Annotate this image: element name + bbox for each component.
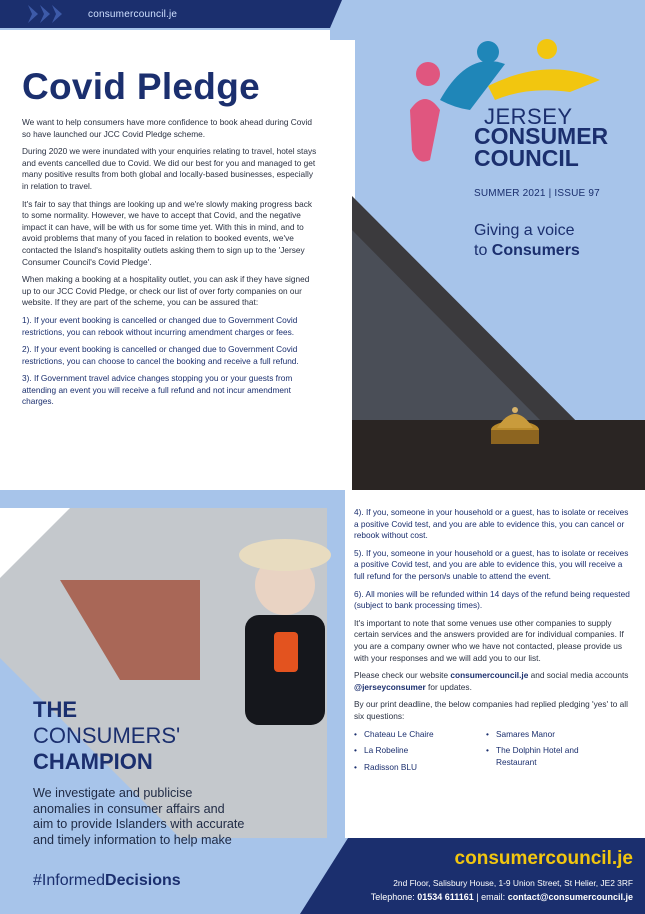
brand-jersey: JERSEY	[484, 104, 573, 129]
article-title: Covid Pledge	[22, 66, 260, 107]
website-pre: Please check our website	[354, 670, 451, 681]
hashtag-pre: #Informed	[33, 872, 106, 889]
hashtag-bold: Decisions	[105, 872, 181, 889]
website-mid: and social media accounts	[528, 670, 629, 681]
champion-line1: THE	[33, 697, 77, 722]
pledge-point: 6). All monies will be refunded within 14 days of the refund being requested (subject to bank processing times).	[354, 588, 630, 611]
footer-address: 2nd Floor, Salisbury House, 1-9 Union Street, St Helier, JE2 3RF	[393, 878, 633, 888]
paragraph: We want to help consumers have more confidence to book ahead during Covid so have launched our JCC Covid Pledge scheme.	[22, 117, 312, 139]
list-item: • Radisson BLU	[354, 762, 486, 774]
tagline-line1: Giving a voice	[474, 222, 575, 239]
pledge-point: 3). If Government travel advice changes stopping you or your guests from attending an event you will receive a full refund and not incur amendment charges.	[22, 373, 293, 407]
email-label: | email:	[473, 892, 508, 902]
deadline-paragraph: By our print deadline, the below companies had replied pledging 'yes' to all six questions:	[354, 699, 628, 721]
tagline-bold: Consumers	[491, 242, 580, 259]
list-item: • La Robeline	[354, 745, 486, 757]
tel-number[interactable]: 01534 611161	[417, 892, 474, 902]
champion-line3: CHAMPION	[33, 749, 153, 774]
paragraph: It's fair to say that things are looking up and we're slowly making progress back to some normality. However, we have to accept that Covid, and the negative impact it can have, will be with us for some time yet. With this in mind, and to avoid problems that many of you faced in relation to booked events, we've contacted the Island's hospitality outlets asking them to sign up to the 'Jersey Consumer Council's Covid Pledge'.	[22, 198, 313, 267]
social-handle[interactable]: @jerseyconsumer	[354, 681, 426, 692]
brand-consumer-council	[474, 125, 608, 169]
tagline	[474, 221, 580, 261]
email-link[interactable]: contact@consumercouncil.je	[507, 892, 633, 902]
header-site-link[interactable]: consumercouncil.je	[88, 9, 178, 20]
issue-info: SUMMER 2021 | ISSUE 97	[474, 188, 600, 199]
pledge-point: 1). If your event booking is cancelled or changed due to Government Covid restrictions, you can rebook without incurring amendment charges or fees.	[22, 314, 298, 337]
footer-contact	[250, 892, 633, 902]
hashtag	[33, 872, 181, 890]
list-item: • Samares Manor	[486, 729, 618, 741]
article-body	[22, 117, 317, 414]
list-item: • Chateau Le Chaire	[354, 729, 486, 741]
champion-heading	[33, 697, 180, 775]
footer-site-link[interactable]: consumercouncil.je	[454, 848, 633, 869]
note-paragraph: It's important to note that some venues use other companies to supply certain services and the answers provided are for individual companies. If you are a company owner who we have not contacted, please provide us with your responses and we will add you to our list.	[354, 617, 624, 663]
paragraph: During 2020 we were inundated with your enquiries relating to travel, hotel stays and events cancelled due to Covid. We did our best for you and managed to get many positive results from both global and locally-based businesses, especially in relation to travel.	[22, 146, 317, 191]
website-paragraph	[354, 670, 634, 693]
champion-description: We investigate and publicise anomalies in consumer affairs and aim to provide Islanders with accurate and timely information to help make	[33, 786, 245, 847]
website-link[interactable]: consumercouncil.je	[450, 670, 529, 681]
company-list	[354, 729, 634, 779]
paragraph: When making a booking at a hospitality outlet, you can ask if they have signed up to our JCC Covid Pledge, or check our list of over forty companies on our website. If they are part of the scheme, you can be assured that:	[22, 274, 310, 308]
tel-label: Telephone:	[370, 892, 418, 902]
company-list-right	[486, 729, 618, 779]
pledge-point: 4). If you, someone in your household or a guest, has to isolate or receives a positive Covid test, and you are able to evidence this, you can cancel or rebook without cost.	[354, 507, 629, 541]
pledge-point: 2). If your event booking is cancelled or changed due to Government Covid restrictions, you can choose to cancel the booking and receive a full refund.	[22, 344, 299, 366]
company-list-left	[354, 729, 486, 779]
pledge-point: 5). If you, someone in your household or a guest, has to isolate or receives a positive Covid test, and you are able to evidence this, you will receive a full refund for the person/s unable to attend the event.	[354, 547, 629, 581]
tagline-pre: to	[474, 242, 492, 259]
brand-consumer: CONSUMER	[474, 123, 609, 149]
tagline-line2	[474, 241, 580, 261]
champion-line2: CONSUMERS'	[33, 723, 181, 748]
list-item: • The Dolphin Hotel and Restaurant	[486, 745, 618, 768]
brand-council: COUNCIL	[474, 145, 579, 171]
article-continued	[354, 507, 634, 778]
website-post: for updates.	[425, 681, 472, 692]
